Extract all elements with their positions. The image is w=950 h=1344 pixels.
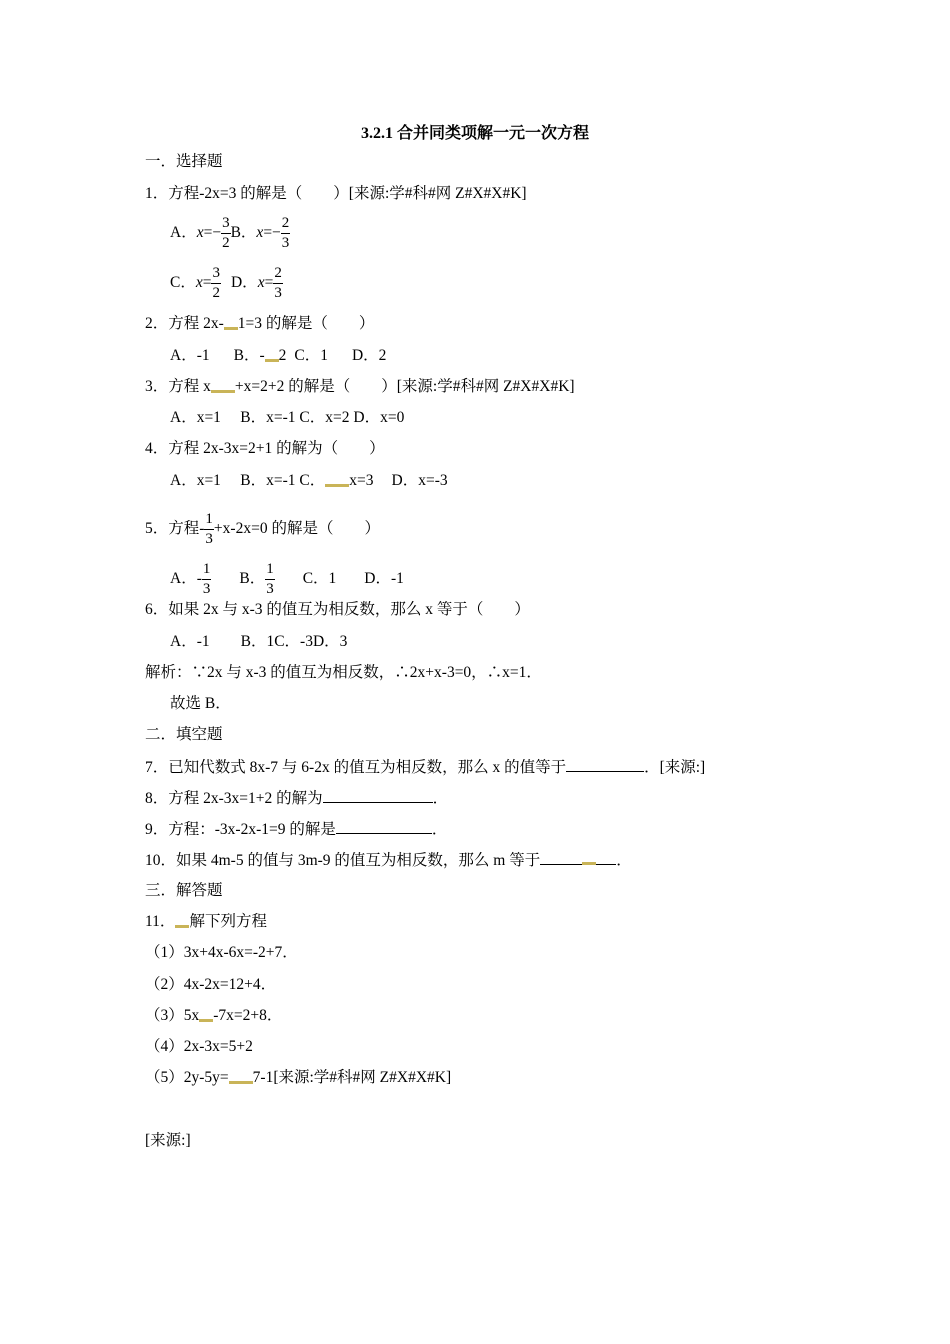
option-a-denominator: 2	[222, 235, 230, 251]
question-3-stem-part-a: 3．方程 x	[145, 378, 211, 395]
question-6-answer: 故选 B．	[170, 695, 231, 712]
question-5-fraction	[204, 510, 214, 549]
question-3-stem-part-b: +x=2+2 的解是（ ）[来源:学#科#网 Z#X#X#K]	[234, 378, 575, 395]
answer-blank	[566, 757, 644, 772]
section-heading-fill: 二．填空题	[145, 726, 223, 743]
highlight-mark	[199, 1019, 213, 1022]
question-3-stem	[145, 377, 575, 397]
question-2-options	[170, 346, 386, 366]
section-heading-choice: 一．选择题	[145, 153, 223, 170]
option-b-part-b: 2	[278, 347, 287, 364]
page-title: 3.2.1 合并同类项解一元一次方程	[360, 125, 589, 142]
option-c-eq: =	[202, 274, 212, 292]
option-b-part-a: B．-	[233, 347, 265, 364]
question-7-tail: ．[来源:]	[644, 759, 706, 776]
option-b-numerator: 2	[281, 215, 290, 231]
question-6-stem: 6．如果 2x 与 x-3 的值互为相反数，那么 x 等于（ ）	[145, 601, 530, 618]
question-2-stem-part-b: 1=3 的解是（ ）	[237, 315, 375, 332]
highlight-mark	[325, 484, 349, 487]
option-ab: A．x=1 B．x=-1 C．	[170, 472, 326, 489]
part-5-a: （5）2y-5y=	[145, 1069, 229, 1086]
answer-blank	[336, 819, 432, 834]
option-b-label: B．	[239, 570, 266, 588]
question-11-part-5	[145, 1068, 451, 1088]
option-d-denominator: 3	[274, 285, 282, 301]
section-heading-solve: 三．解答题	[145, 882, 223, 899]
question-11-part-4: （4）2x-3x=5+2	[145, 1038, 253, 1055]
option-a-var: x	[196, 224, 204, 242]
option-b-label: B．	[230, 224, 257, 242]
option-a-numerator: 3	[222, 215, 230, 231]
option-b-fraction	[265, 560, 275, 599]
question-4-options	[170, 471, 448, 491]
question-9	[145, 819, 447, 840]
option-d-numerator: 2	[274, 265, 282, 281]
option-b-var: x	[256, 224, 264, 242]
highlight-mark	[211, 390, 235, 393]
question-2-stem	[145, 314, 374, 334]
option-c-value: x=3	[349, 472, 374, 489]
part-3-b: -7x=2+8．	[213, 1007, 283, 1024]
question-4-stem: 4．方程 2x-3x=2+1 的解为（ ）	[145, 440, 385, 457]
option-c-denominator: 2	[212, 285, 220, 301]
answer-blank	[540, 850, 616, 865]
option-a-numerator: 1	[202, 561, 211, 577]
question-10	[145, 850, 632, 871]
question-1-options-ab	[170, 214, 290, 253]
option-a: A．-1	[170, 347, 210, 364]
option-a-denominator: 3	[202, 581, 211, 597]
highlight-mark	[224, 327, 238, 330]
option-b-denominator: 3	[266, 581, 274, 597]
question-11-text: 解下列方程	[189, 913, 267, 930]
question-8-tail: ．	[432, 790, 449, 807]
option-d-var: x	[257, 274, 265, 292]
option-a-fraction	[202, 560, 212, 599]
option-b-eq: =−	[263, 224, 281, 242]
option-d: D．2	[351, 347, 387, 364]
option-b-fraction	[281, 214, 291, 253]
option-c-numerator: 3	[212, 265, 220, 281]
question-5-options	[170, 560, 404, 599]
question-5-numerator: 1	[205, 511, 213, 527]
option-d-fraction	[273, 264, 283, 303]
option-c-fraction	[211, 264, 221, 303]
option-c-label: C．	[170, 274, 196, 292]
option-a-fraction	[221, 214, 231, 253]
question-1-options-cd	[170, 264, 283, 303]
option-a-eq: =−	[203, 224, 222, 242]
question-8-stem: 8．方程 2x-3x=1+2 的解为	[145, 790, 323, 807]
question-5-stem-part-a: 5．方程-	[145, 520, 205, 538]
option-d: D．x=-3	[391, 472, 448, 489]
question-9-tail: ．	[431, 821, 448, 838]
option-c-var: x	[195, 274, 203, 292]
question-11-part-1: （1）3x+4x-6x=-2+7．	[145, 944, 298, 961]
option-c: C．1	[294, 347, 328, 364]
part-3-a: （3）5x	[145, 1007, 200, 1024]
question-10-stem: 10．如果 4m-5 的值与 3m-9 的值互为相反数，那么 m 等于	[145, 852, 541, 869]
option-a-label: A．	[170, 224, 197, 242]
question-7	[145, 757, 705, 778]
question-5-stem-part-b: +x-2x=0 的解是（ ）	[213, 520, 380, 538]
highlight-mark	[265, 359, 279, 362]
question-9-stem: 9．方程：-3x-2x-1=9 的解是	[145, 821, 336, 838]
highlight-mark	[175, 925, 189, 928]
option-b-denominator: 3	[281, 235, 290, 251]
highlight-mark	[582, 862, 596, 865]
option-c: C．1	[302, 570, 337, 588]
question-7-stem: 7．已知代数式 8x-7 与 6-2x 的值互为相反数，那么 x 的值等于	[145, 759, 567, 776]
option-a-label: A．-	[170, 570, 202, 588]
question-5-denominator: 3	[205, 531, 213, 547]
question-5-stem	[145, 510, 380, 549]
question-8	[145, 788, 448, 809]
option-d-eq: =	[264, 274, 274, 292]
question-11-part-2: （2）4x-2x=12+4．	[145, 976, 277, 993]
question-3-options: A．x=1 B．x=-1 C．x=2 D．x=0	[170, 409, 405, 426]
highlight-mark	[229, 1081, 253, 1084]
answer-blank	[323, 788, 433, 803]
question-6-analysis: 解析：∵2x 与 x-3 的值互为相反数，∴2x+x-3=0，∴x=1．	[145, 664, 542, 681]
question-11-part-3	[145, 1006, 282, 1026]
question-10-tail: ．	[616, 852, 632, 869]
question-6-options: A．-1 B．1C．-3D．3	[170, 633, 348, 650]
part-5-b: 7-1[来源:学#科#网 Z#X#X#K]	[252, 1069, 452, 1086]
question-1-stem: 1．方程-2x=3 的解是（ ）[来源:学#科#网 Z#X#X#K]	[145, 185, 527, 202]
question-2-stem-part-a: 2．方程 2x-	[145, 315, 224, 332]
question-11-stem	[145, 912, 267, 932]
option-d-label: D．	[230, 274, 258, 292]
option-b-numerator: 1	[266, 561, 274, 577]
option-d: D．-1	[364, 570, 404, 588]
question-11-number: 11．	[145, 913, 176, 930]
source-footer: [来源:]	[145, 1132, 191, 1149]
